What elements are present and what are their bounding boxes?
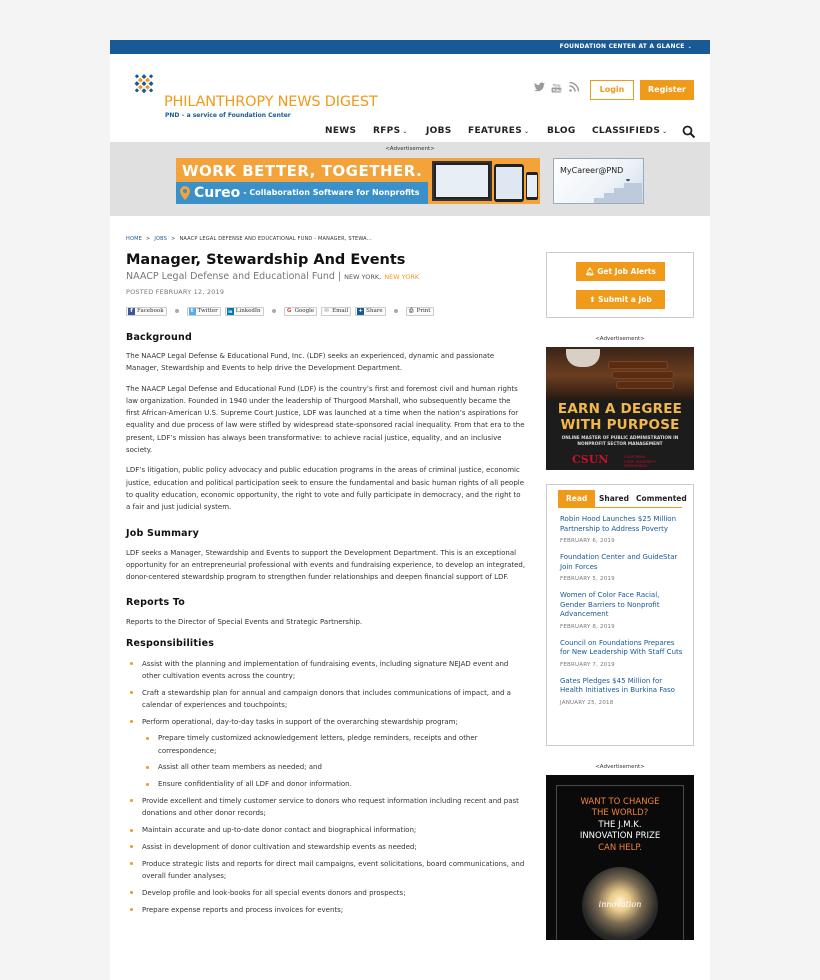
ad-line-1: WANT TO CHANGE xyxy=(580,797,660,807)
jmk-innovation-prize-ad[interactable] xyxy=(546,775,694,940)
chocolate-icon xyxy=(616,381,674,389)
university-line: NORTHRIDGE xyxy=(624,464,648,468)
list-item: Prepare expense reports and process invoices for events; xyxy=(126,904,526,916)
university-line: STATE UNIVERSITY xyxy=(624,459,657,464)
ad-line-5: CAN HELP. xyxy=(598,843,642,853)
twitter-icon[interactable] xyxy=(534,82,545,92)
news-date: FEBRUARY 7, 2019 xyxy=(560,661,615,668)
share-label: Email xyxy=(332,308,349,314)
email-share-button[interactable] xyxy=(321,307,351,316)
list-item xyxy=(126,716,526,790)
breadcrumb-separator: > xyxy=(145,236,151,242)
nav-classifieds[interactable] xyxy=(592,126,667,136)
university-line: CALIFORNIA xyxy=(624,455,646,459)
list-item xyxy=(560,639,684,668)
print-icon: ⎙ xyxy=(408,307,414,314)
cureo-banner-ad[interactable] xyxy=(176,158,540,204)
background-paragraph-3: LDF’s litigation, public policy advocacy and public education programs in the areas of criminal justice, economic justice, education and political participation seek to ensure the fundamental and basic human rights of all people to quality education, economic opportunity, the right to vote and fully participate in democracy, and the right to a fair and just judicial system. xyxy=(126,466,525,512)
ad-line-2: THE WORLD? xyxy=(591,808,649,818)
nav-jobs[interactable] xyxy=(426,126,452,136)
chocolate-icon xyxy=(608,361,668,369)
bell-icon: 🔔︎ xyxy=(585,267,595,276)
facebook-icon: f xyxy=(128,308,135,315)
organization-name: NAACP Legal Defense and Educational Fund xyxy=(126,271,335,282)
youtube-icon[interactable] xyxy=(551,82,562,93)
nav-blog-label: BLOG xyxy=(547,126,576,136)
job-state-link[interactable]: NEW YORK xyxy=(384,273,420,281)
news-link[interactable]: Women of Color Face Racial, Gender Barriers to Nonprofit Advancement xyxy=(560,591,660,618)
tab-shared[interactable]: Shared xyxy=(599,494,629,503)
popular-news-box xyxy=(546,484,694,746)
pnd-logo-icon[interactable] xyxy=(128,68,160,100)
tab-underline xyxy=(558,507,682,508)
counter-dot xyxy=(272,309,276,313)
register-button[interactable]: Register xyxy=(640,80,694,100)
share-label: Facebook xyxy=(137,308,164,314)
separator: | xyxy=(337,271,342,282)
rss-icon[interactable] xyxy=(569,82,579,92)
news-link[interactable]: Council on Foundations Prepares for New Leadership With Staff Cuts xyxy=(560,638,683,656)
google-icon: G xyxy=(286,307,292,314)
nav-blog[interactable] xyxy=(547,126,576,136)
share-icon: + xyxy=(358,307,363,314)
csun-logo: CSUN xyxy=(572,453,609,466)
advertisement-label: <Advertisement> xyxy=(385,146,435,152)
tab-commented[interactable]: Commented xyxy=(636,494,687,503)
list-item: Craft a stewardship plan for annual and campaign donors that includes communications of impact, and a calendar of experiences and touchpoints; xyxy=(126,687,526,712)
news-tabs xyxy=(558,490,687,507)
posted-date: POSTED FEBRUARY 12, 2019 xyxy=(126,288,225,296)
section-heading-job-summary: Job Summary xyxy=(126,527,200,539)
share-bar xyxy=(126,306,526,316)
top-bar[interactable] xyxy=(110,40,710,54)
news-date: FEBRUARY 5, 2019 xyxy=(560,576,615,582)
advertisement-label: <Advertisement> xyxy=(595,336,645,342)
background-paragraph-1: The NAACP Legal Defense & Educational Fund, Inc. (LDF) seeks an experienced, dynamic and passionate Manager, Stewardship and Events to help drive the Development Department. xyxy=(126,352,495,373)
news-date: FEBRUARY 8, 2019 xyxy=(560,623,615,630)
share-label: LinkedIn xyxy=(235,308,261,314)
main-nav xyxy=(110,126,710,140)
nav-classifieds-label: CLASSIFIEDS xyxy=(592,126,661,136)
breadcrumb-home[interactable]: HOME xyxy=(126,236,142,242)
svg-text:Tube: Tube xyxy=(552,88,562,93)
chevron-down-icon: ⌄ xyxy=(662,128,668,135)
chevron-down-icon: ⌄ xyxy=(523,128,530,135)
breadcrumb-current: NAACP LEGAL DEFENSE AND EDUCATIONAL FUND - MANAGER, STEWA... xyxy=(179,236,373,242)
banner-tagline: - Collaboration Software for Nonprofits xyxy=(243,188,420,197)
list-item: Maintain accurate and up-to-date donor contact and biographical information; xyxy=(126,824,526,836)
ad-small-text-1: ONLINE MASTER OF PUBLIC ADMINISTRATION IN xyxy=(561,436,679,441)
share-label: Share xyxy=(366,308,383,314)
news-date: JANUARY 25, 2018 xyxy=(560,699,614,706)
chocolate-icon xyxy=(612,371,674,379)
responsibilities-sublist xyxy=(142,732,526,790)
share-button[interactable] xyxy=(355,307,385,316)
monitor-icon xyxy=(432,161,492,201)
breadcrumb xyxy=(126,236,526,242)
news-link[interactable]: Robin Hood Launches $25 Million Partnership to Address Poverty xyxy=(560,515,677,533)
linkedin-share-button[interactable] xyxy=(225,307,264,316)
page xyxy=(110,40,710,980)
button-label: Submit a Job xyxy=(598,295,652,304)
summary-paragraph: LDF seeks a Manager, Stewardship and Events to support the Development Department. This is an exceptional opportunity for an entrepreneurial professional with events and fundraising experience, to develop an integrated, donor-centered stewardship program to strengthen funder relationships and deepen financial support of LDF. xyxy=(126,548,526,582)
nav-features-label: FEATURES xyxy=(468,126,522,136)
responsibilities-list xyxy=(126,658,526,916)
tablet-icon xyxy=(494,164,524,202)
google-share-button[interactable] xyxy=(284,307,318,316)
submit-job-button[interactable] xyxy=(576,290,665,309)
upload-icon: ⬆︎ xyxy=(589,295,596,304)
banner-headline: WORK BETTER, TOGETHER. xyxy=(182,162,423,180)
reports-paragraph: Reports to the Director of Special Events and Strategic Partnership. xyxy=(126,618,363,627)
ad-line-4: INNOVATION PRIZE xyxy=(579,831,661,841)
banner-brand: Cureo xyxy=(194,185,241,201)
email-icon: ✉ xyxy=(324,307,329,314)
counter-dot xyxy=(394,309,398,313)
news-link[interactable]: Foundation Center and GuideStar Join Forces xyxy=(560,553,678,571)
list-item: Develop profile and look-books for all special events donors and prospects; xyxy=(126,887,526,899)
button-label: Get Job Alerts xyxy=(597,267,656,276)
coffee-cup-icon xyxy=(566,349,600,367)
nav-news-label: NEWS xyxy=(325,126,357,136)
section-heading-background: Background xyxy=(126,332,192,343)
location-pin-icon xyxy=(180,186,190,200)
section-heading-reports-to: Reports To xyxy=(126,597,186,609)
search-icon[interactable] xyxy=(682,125,696,139)
list-item: Assist all other team members as needed; and xyxy=(142,761,526,773)
phone-icon xyxy=(526,172,538,200)
share-label: Google xyxy=(294,308,315,314)
list-item: Provide excellent and timely customer service to donors who request information including recent and past donations and other donor records; xyxy=(126,795,526,820)
list-item xyxy=(560,553,684,582)
ad-small-text-2: NONPROFIT SECTOR MANAGEMENT xyxy=(577,442,663,447)
twitter-share-button[interactable] xyxy=(187,307,221,316)
list-item xyxy=(560,515,684,544)
section-heading-responsibilities: Responsibilities xyxy=(126,637,215,649)
nav-features[interactable] xyxy=(468,126,529,136)
login-button[interactable]: Login xyxy=(590,80,634,100)
list-item-text: Perform operational, day-to-day tasks in support of the overarching stewardship program; xyxy=(142,717,458,726)
ad-photo xyxy=(546,347,694,399)
list-item: Prepare timely customized acknowledgement letters, pledge reminders, receipts and other correspondence; xyxy=(142,732,526,757)
news-date: FEBRUARY 6, 2019 xyxy=(560,538,615,544)
twitter-icon: t xyxy=(189,308,196,315)
stairs-icon xyxy=(584,179,642,203)
news-list xyxy=(560,515,684,715)
site-subtitle: PND – a service of Foundation Center xyxy=(165,112,291,119)
page-title: Manager, Stewardship And Events xyxy=(126,252,406,268)
nav-news[interactable] xyxy=(325,126,356,136)
ad-headline-2: WITH PURPOSE xyxy=(560,417,680,433)
site-header xyxy=(110,54,710,142)
site-title[interactable]: PHILANTHROPY NEWS DIGEST xyxy=(164,94,378,110)
job-article xyxy=(126,236,526,920)
csun-ad[interactable] xyxy=(546,347,694,470)
chevron-down-icon: ⌄ xyxy=(402,128,408,135)
devices-illustration xyxy=(428,158,540,204)
tab-read[interactable]: Read xyxy=(558,490,595,507)
advertisement-label: <Advertisement> xyxy=(595,764,645,770)
share-label: Print xyxy=(416,308,431,314)
list-item xyxy=(560,591,684,630)
nav-rfps-label: RFPS xyxy=(373,126,401,136)
get-job-alerts-button[interactable] xyxy=(576,262,665,281)
nav-jobs-label: JOBS xyxy=(426,126,452,136)
lightbulb-icon xyxy=(582,867,658,940)
advertisement-band xyxy=(110,142,710,216)
job-city: NEW YORK, xyxy=(344,273,382,281)
ad-line-3: THE J.M.K. xyxy=(598,820,642,830)
mycareer-ad[interactable] xyxy=(553,158,644,204)
job-actions-box xyxy=(546,252,694,318)
ad-headline-1: EARN A DEGREE xyxy=(557,401,683,417)
bulb-text: innovation xyxy=(598,900,642,909)
mycareer-label: MyCareer@PND xyxy=(560,166,624,175)
background-paragraph-2: The NAACP Legal Defense and Educational Fund (LDF) is the country’s first and foremost civil and human rights law organization. Founded in 1940 under the leadership of Thurgood Marshall, who subsequently became the first African-American U.S. Supreme Court Justice, LDF was launched at a time when the nation’s aspirations for equality and due process of law were stifled by widespread state-sponsored racial inequality. From that era to the present, LDF’s mission has always been transformative: to achieve racial justice, equality, and an inclusive society. xyxy=(126,384,525,455)
share-label: Twitter xyxy=(197,308,218,314)
list-item: Assist with the planning and implementation of fundraising events, including signature NEJAD event and other cultivation events across the country; xyxy=(126,658,526,683)
organization-line xyxy=(126,271,526,282)
list-item xyxy=(560,677,684,706)
list-item: Ensure confidentiality of all LDF and donor information. xyxy=(142,778,526,790)
breadcrumb-jobs[interactable]: JOBS xyxy=(154,236,168,242)
csun-university-name xyxy=(624,455,656,469)
top-bar-label[interactable]: FOUNDATION CENTER AT A GLANCE xyxy=(559,43,685,50)
chevron-down-icon: ⌄ xyxy=(687,44,692,50)
facebook-share-button[interactable] xyxy=(126,307,167,316)
list-item: Produce strategic lists and reports for direct mail campaigns, event solicitations, board communications, and overall funder analyses; xyxy=(126,858,526,883)
list-item: Assist in development of donor cultivation and stewardship events as needed; xyxy=(126,841,526,853)
news-link[interactable]: Gates Pledges $45 Million for Health Initiatives in Burkina Faso xyxy=(560,676,675,694)
print-button[interactable] xyxy=(406,307,434,316)
linkedin-icon: in xyxy=(228,308,233,314)
svg-text:You: You xyxy=(552,82,561,88)
banner-tagline-bar xyxy=(176,182,428,204)
breadcrumb-separator: > xyxy=(171,236,176,242)
counter-dot xyxy=(175,309,179,313)
nav-rfps[interactable] xyxy=(373,126,408,136)
